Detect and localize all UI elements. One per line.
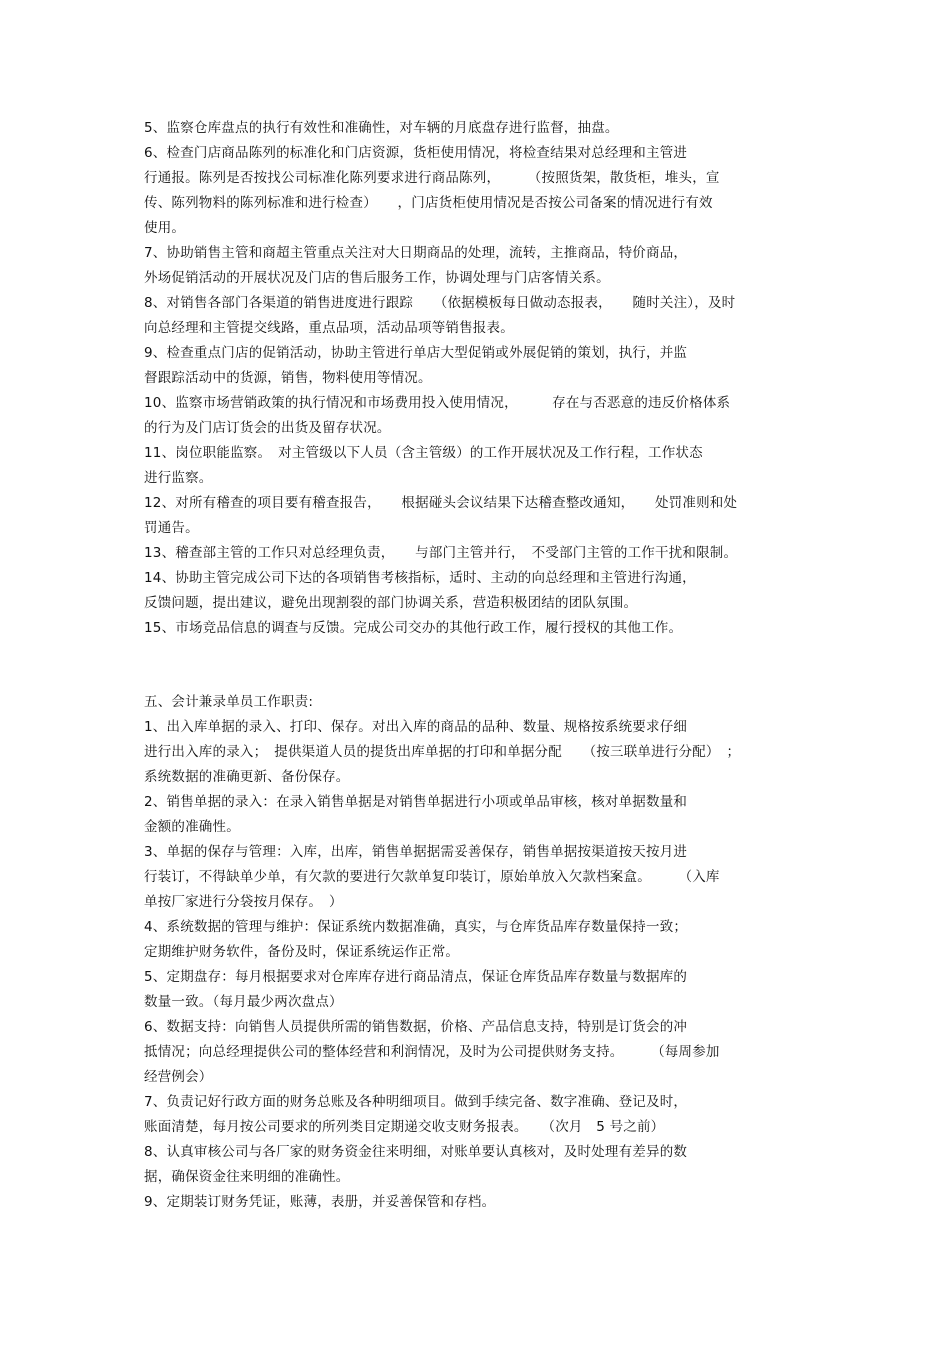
text-line: 进行出入库的录入； 提供渠道人员的提货出库单据的打印和单据分配 （按三联单进行分配） ；	[144, 744, 741, 760]
text-line: 账面清楚，每月按公司要求的所列类目定期递交收支财务报表。 （次月 5 号之前）	[144, 1119, 665, 1135]
text-line: 6、检查门店商品陈列的标准化和门店资源，货柜使用情况，将检查结果对总经理和主管进	[144, 145, 688, 161]
text-line: 2、销售单据的录入：在录入销售单据是对销售单据进行小项或单品审核，核对单据数量和	[144, 794, 688, 810]
text-line: 据，确保资金往来明细的准确性。	[144, 1169, 350, 1185]
text-line: 使用。	[144, 220, 186, 236]
text-line: 金额的准确性。	[144, 819, 240, 835]
text-line: 反馈问题，提出建议，避免出现割裂的部门协调关系，营造积极团结的团队氛围。	[144, 595, 638, 611]
text-line: 15、市场竞品信息的调查与反馈。完成公司交办的其他行政工作，履行授权的其他工作。	[144, 620, 683, 636]
text-line: 14、协助主管完成公司下达的各项销售考核指标，适时、主动的向总经理和主管进行沟通，	[144, 570, 696, 586]
text-line: 6、数据支持：向销售人员提供所需的销售数据，价格、产品信息支持，特别是订货会的冲	[144, 1019, 688, 1035]
text-line: 罚通告。	[144, 520, 199, 536]
text-line: 13、稽查部主管的工作只对总经理负责， 与部门主管并行， 不受部门主管的工作干扰和限制。	[144, 545, 738, 561]
text-line: 进行监察。	[144, 470, 213, 486]
text-line: 1、出入库单据的录入、打印、保存。对出入库的商品的品种、数量、规格按系统要求仔细	[144, 719, 688, 735]
text-line: 8、对销售各部门各渠道的销售进度进行跟踪 （依据模板每日做动态报表， 随时关注），及时	[144, 295, 736, 311]
text-line: 5、定期盘存：每月根据要求对仓库库存进行商品清点，保证仓库货品库存数量与数据库的	[144, 969, 688, 985]
text-line: 定期维护财务软件，备份及时，保证系统运作正常。	[144, 944, 460, 960]
text-line: 督跟踪活动中的货源，销售，物料使用等情况。	[144, 370, 432, 386]
text-line: 传、陈列物料的陈列标准和进行检查） ，门店货柜使用情况是否按公司备案的情况进行有效	[144, 195, 713, 211]
text-line: 单按厂家进行分袋按月保存。 ）	[144, 894, 343, 910]
text-line: 10、监察市场营销政策的执行情况和市场费用投入使用情况， 存在与否恶意的违反价格体系	[144, 395, 731, 411]
text-line: 8、认真审核公司与各厂家的财务资金往来明细，对账单要认真核对，及时处理有差异的数	[144, 1144, 688, 1160]
text-line: 行装订，不得缺单少单，有欠款的要进行欠款单复印装订，原始单放入欠款档案盒。 （入库	[144, 869, 720, 885]
text-line: 12、对所有稽查的项目要有稽查报告， 根据碰头会议结果下达稽查整改通知， 处罚准则和处	[144, 495, 738, 511]
text-line: 9、检查重点门店的促销活动，协助主管进行单店大型促销或外展促销的策划，执行，并监	[144, 345, 688, 361]
text-line: 行通报。陈列是否按找公司标准化陈列要求进行商品陈列， （按照货架，散货柜，堆头，宣	[144, 170, 720, 186]
text-line: 外场促销活动的开展状况及门店的售后服务工作，协调处理与门店客情关系。	[144, 270, 610, 286]
text-line: 经营例会）	[144, 1069, 213, 1085]
text-line: 9、定期装订财务凭证，账薄，表册，并妥善保管和存档。	[144, 1194, 496, 1210]
text-line: 的行为及门店订货会的出货及留存状况。	[144, 420, 391, 436]
text-line: 7、负责记好行政方面的财务总账及各种明细项目。做到手续完备、数字准确、登记及时，	[144, 1094, 688, 1110]
text-line: 7、协助销售主管和商超主管重点关注对大日期商品的处理，流转，主推商品，特价商品，	[144, 245, 688, 261]
text-line: 抵情况；向总经理提供公司的整体经营和利润情况，及时为公司提供财务支持。 （每周参加	[144, 1044, 720, 1060]
text-line: 3、单据的保存与管理：入库，出库，销售单据据需妥善保存，销售单据按渠道按天按月进	[144, 844, 688, 860]
text-line: 系统数据的准确更新、备份保存。	[144, 769, 350, 785]
section-heading: 五、会计兼录单员工作职责:	[144, 694, 314, 710]
text-line: 向总经理和主管提交线路，重点品项，活动品项等销售报表。	[144, 320, 514, 336]
text-line: 5、监察仓库盘点的执行有效性和准确性，对车辆的月底盘存进行监督，抽盘。	[144, 120, 619, 136]
text-line: 11、岗位职能监察。 对主管级以下人员（含主管级）的工作开展状况及工作行程，工作状态	[144, 445, 703, 461]
text-line: 数量一致。（每月最少两次盘点）	[144, 994, 343, 1010]
text-line: 4、系统数据的管理与维护：保证系统内数据准确，真实，与仓库货品库存数量保持一致；	[144, 919, 688, 935]
